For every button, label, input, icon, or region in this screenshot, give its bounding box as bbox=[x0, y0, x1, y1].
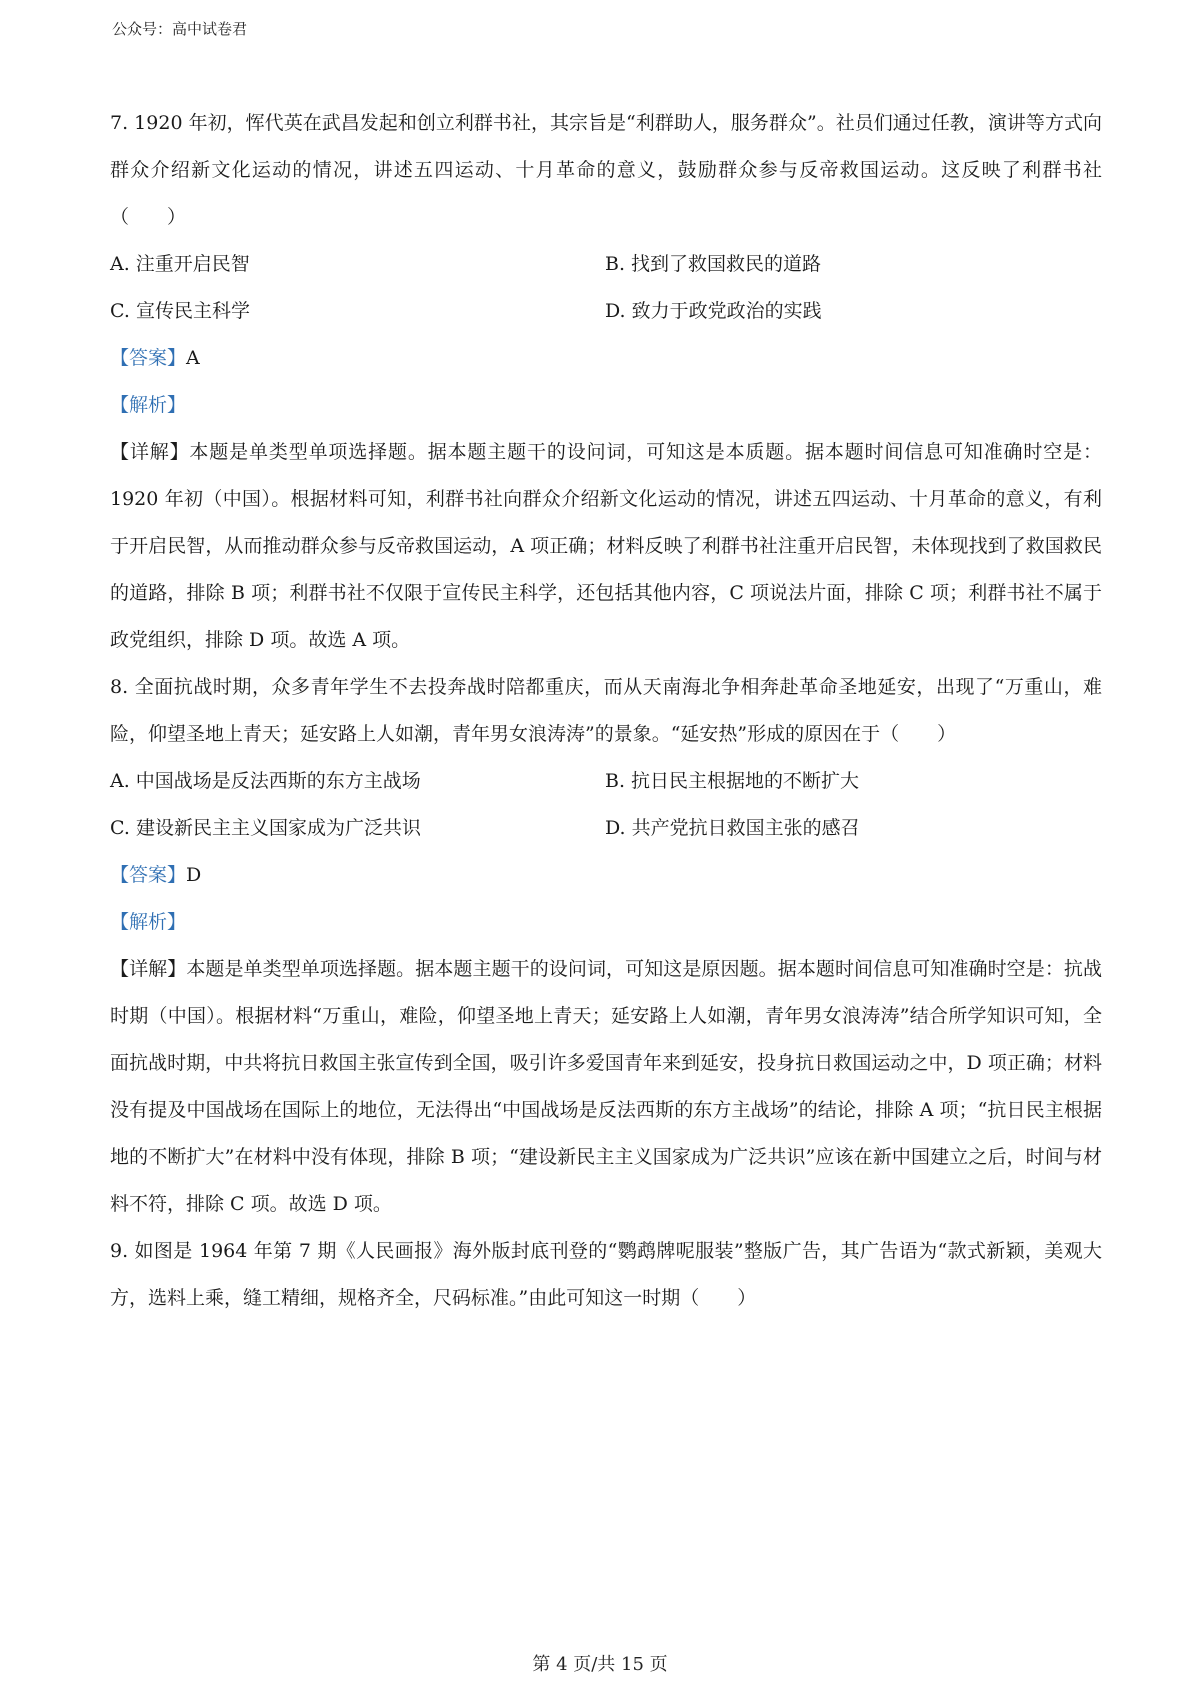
answer-value: D bbox=[186, 864, 202, 886]
source-header: 公众号：高中试卷君 bbox=[112, 20, 248, 38]
question-9-stem: 9. 如图是 1964 年第 7 期《人民画报》海外版封底刊登的“鹦鹉牌呢服装”整版广告，其广告语为“款式新颖，美观大方，选料上乘，缝工精细，规格齐全，尺码标准。”由此可知这一时期（ ） bbox=[110, 1240, 1102, 1309]
option-a: A. 注重开启民智 bbox=[110, 253, 250, 275]
question-8-stem: 8. 全面抗战时期，众多青年学生不去投奔战时陪都重庆，而从天南海北争相奔赴革命圣地延安，出现了“万重山，难险，仰望圣地上青天；延安路上人如潮，青年男女浪涛涛”的景象。“延安热”形成的原因在于（ ） bbox=[110, 676, 1102, 745]
option-b: B. 找到了救国救民的道路 bbox=[605, 253, 822, 275]
page-content bbox=[110, 100, 1102, 1322]
detail-text: 【详解】本题是单类型单项选择题。据本题主题干的设问词，可知这是本质题。据本题时间信息可知准确时空是：1920 年初（中国）。根据材料可知，利群书社向群众介绍新文化运动的情况，讲述五四运动、十月革命的意义，有利于开启民智，从而推动群众参与反帝救国运动，A 项正确；材料反映了利群书社注重开启民智，未体现找到了救国救民的道路，排除 B 项；利群书社不仅限于宣传民主科学，还包括其他内容，C 项说法片面，排除 C 项；利群书社不属于政党组织，排除 D 项。故选 A 项。 bbox=[110, 441, 1102, 651]
analysis-tag: 【解析】 bbox=[110, 911, 187, 933]
option-a: A. 中国战场是反法西斯的东方主战场 bbox=[110, 770, 421, 792]
answer-line bbox=[110, 335, 1102, 382]
question-7-options bbox=[110, 241, 1102, 335]
answer-line bbox=[110, 852, 1102, 899]
detail-text: 【详解】本题是单类型单项选择题。据本题主题干的设问词，可知这是原因题。据本题时间信息可知准确时空是：抗战时期（中国）。根据材料“万重山，难险，仰望圣地上青天；延安路上人如潮，青年男女浪涛涛”结合所学知识可知，全面抗战时期，中共将抗日救国主张宣传到全国，吸引许多爱国青年来到延安，投身抗日救国运动之中，D 项正确；材料没有提及中国战场在国际上的地位，无法得出“中国战场是反法西斯的东方主战场”的结论，排除 A 项；“抗日民主根据地的不断扩大”在材料中没有体现，排除 B 项；“建设新民主主义国家成为广泛共识”应该在新中国建立之后，时间与材料不符，排除 C 项。故选 D 项。 bbox=[110, 958, 1102, 1215]
option-b: B. 抗日民主根据地的不断扩大 bbox=[605, 770, 860, 792]
analysis-tag: 【解析】 bbox=[110, 394, 187, 416]
answer-tag: 【答案】 bbox=[110, 347, 187, 369]
question-8-options bbox=[110, 758, 1102, 852]
option-d: D. 致力于政党政治的实践 bbox=[605, 300, 822, 322]
option-d: D. 共产党抗日救国主张的感召 bbox=[605, 817, 860, 839]
option-c: C. 宣传民主科学 bbox=[110, 300, 250, 322]
option-c: C. 建设新民主主义国家成为广泛共识 bbox=[110, 817, 421, 839]
answer-tag: 【答案】 bbox=[110, 864, 187, 886]
page-number: 第 4 页/共 15 页 bbox=[532, 1654, 668, 1675]
answer-value: A bbox=[186, 347, 200, 369]
question-7-stem: 7. 1920 年初，恽代英在武昌发起和创立利群书社，其宗旨是“利群助人，服务群众”。社员们通过任教，演讲等方式向群众介绍新文化运动的情况，讲述五四运动、十月革命的意义，鼓励群众参与反帝救国运动。这反映了利群书社（ ） bbox=[110, 112, 1102, 228]
